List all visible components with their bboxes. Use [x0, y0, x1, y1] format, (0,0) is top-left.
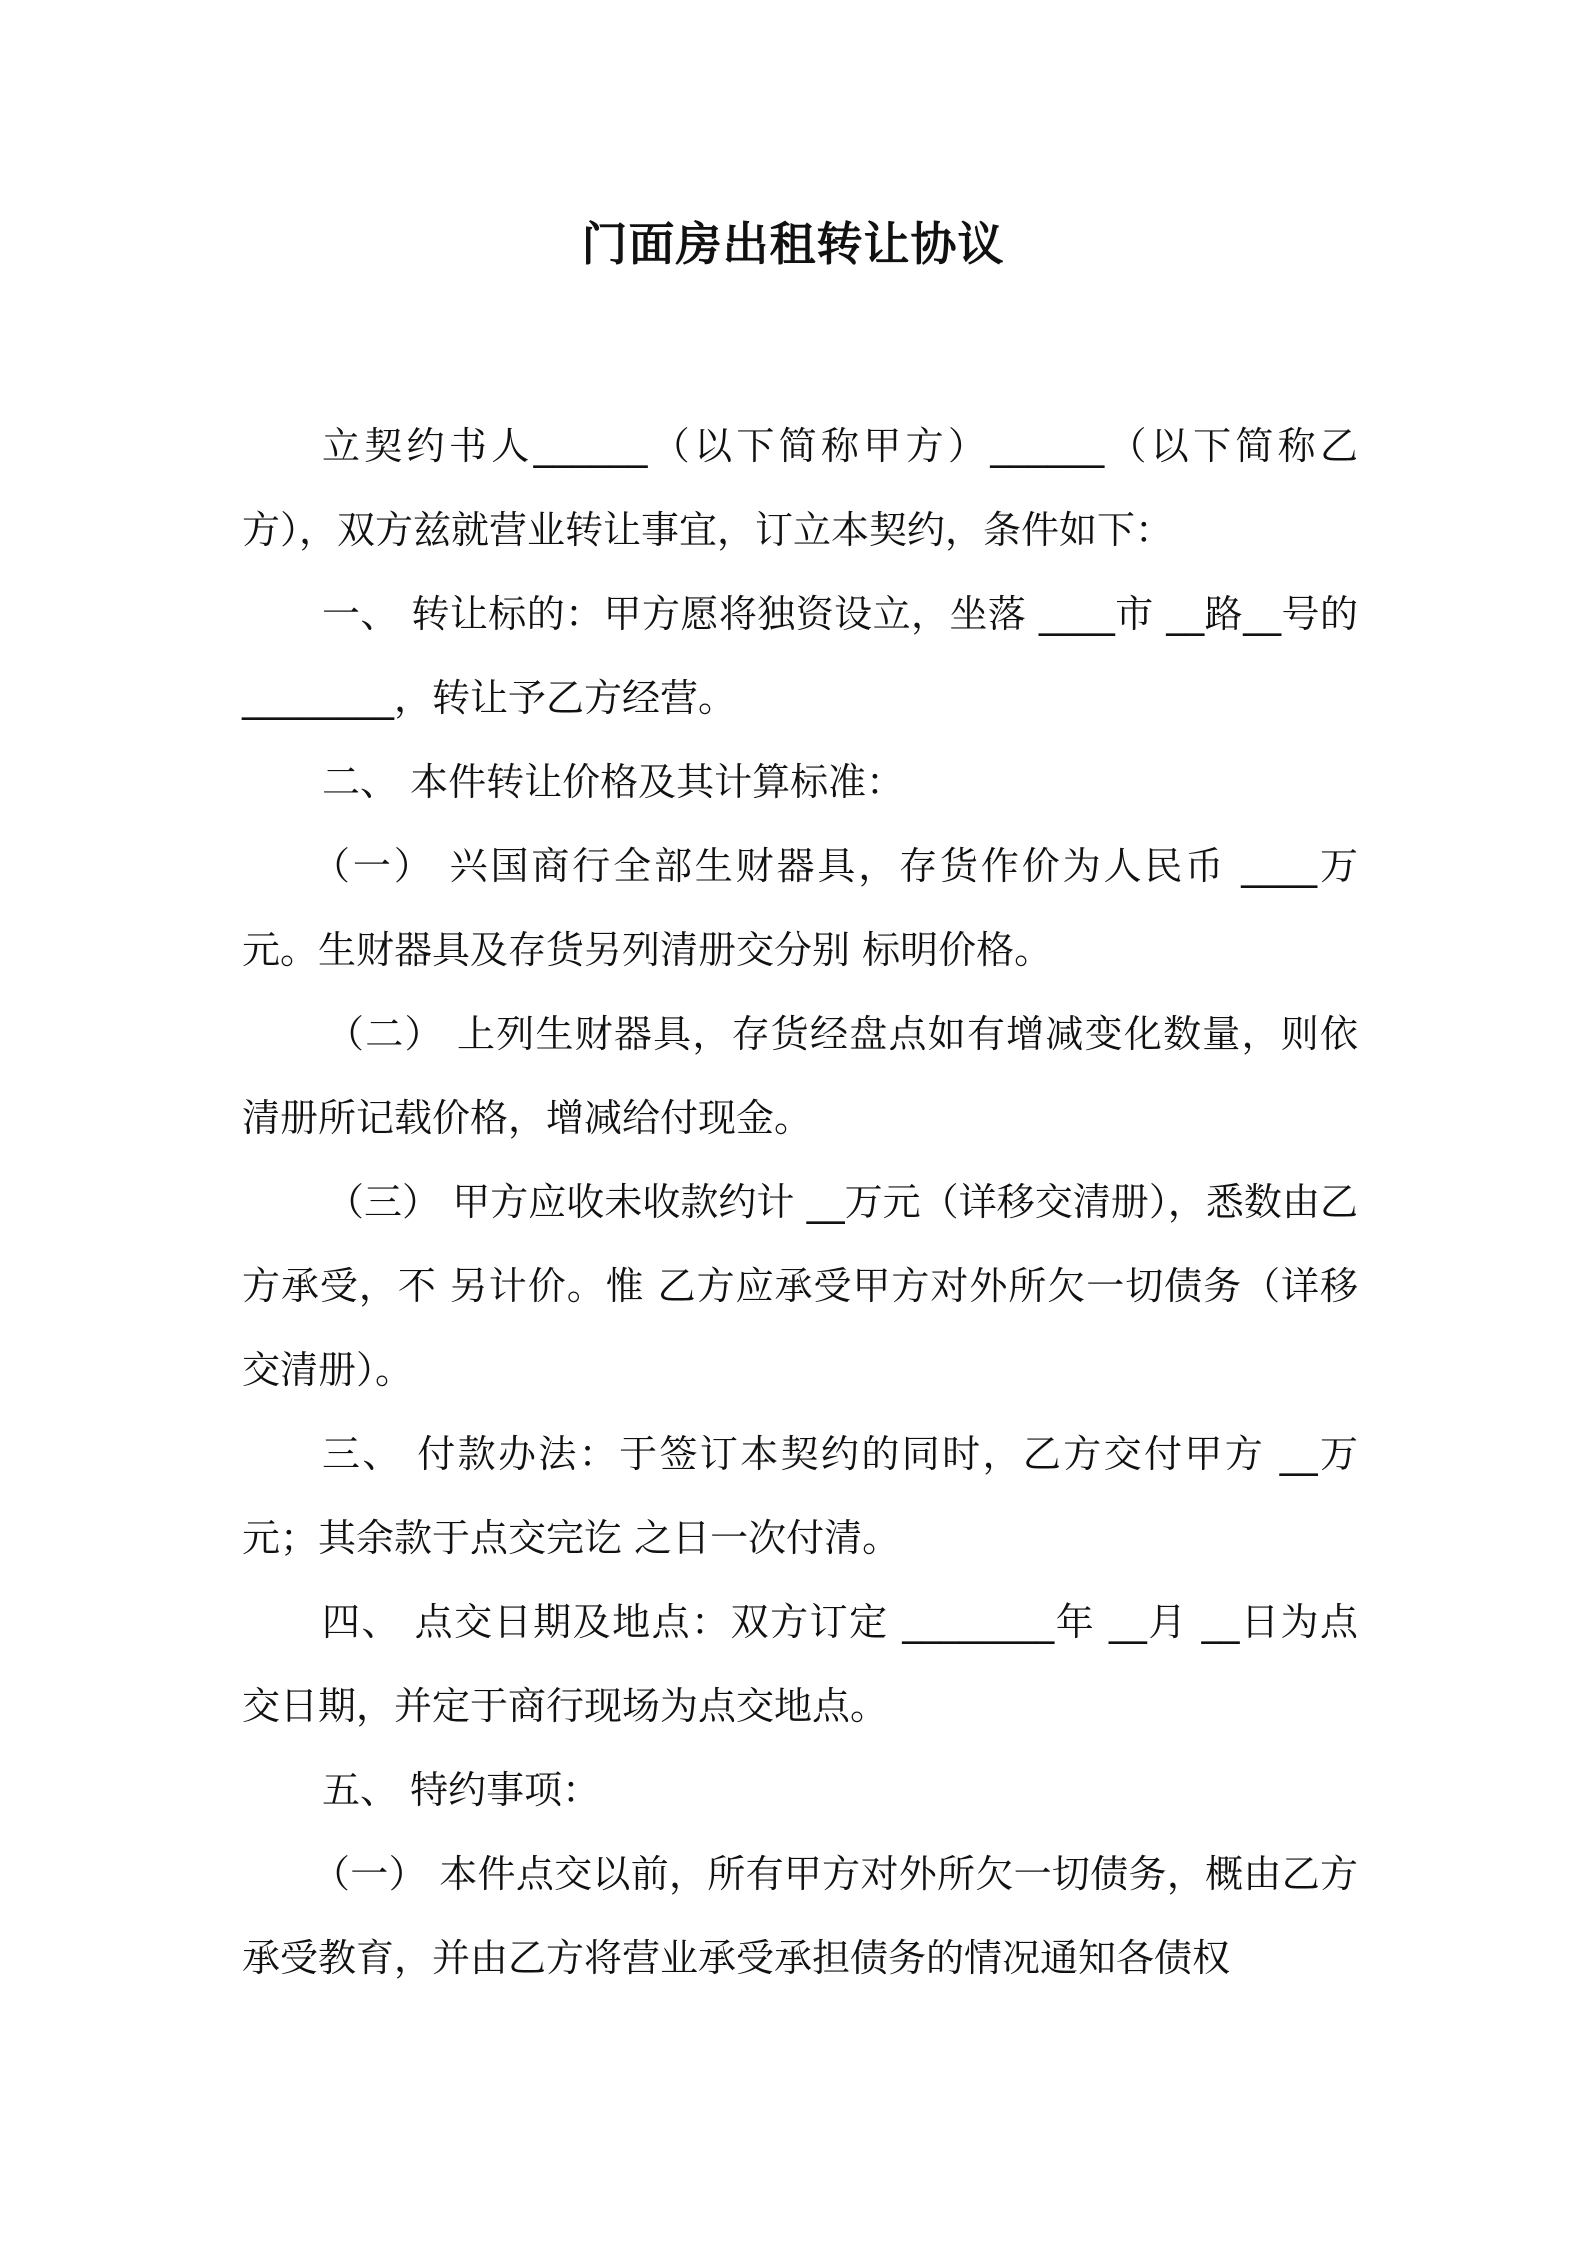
paragraph-preamble: 立契约书人______（以下简称甲方）______（以下简称乙方），双方兹就营业转让事宜，订立本契约，条件如下： [242, 424, 1358, 552]
paragraph-section-1: 一、 转让标的：甲方愿将独资设立，坐落 ____市 __路__号的________，转让予乙方经营。 [242, 592, 1358, 720]
document-body [242, 404, 1358, 2000]
paragraph-section-3: 三、 付款办法：于签订本契约的同时，乙方交付甲方 __万元；其余款于点交完讫 之日一次付清。 [242, 1432, 1358, 1560]
paragraph-section-2-item-3: （三） 甲方应收未收款约计 __万元（详移交清册），悉数由乙方承受，不 另计价。惟 乙方应承受甲方对外所欠一切债务（详移交清册）。 [242, 1180, 1358, 1392]
document-title: 门面房出租转让协议 [581, 217, 1005, 271]
paragraph-section-2-item-1: （一） 兴国商行全部生财器具，存货作价为人民币 ____万元。生财器具及存货另列清册交分别 标明价格。 [242, 844, 1358, 972]
paragraph-section-2: 二、 本件转让价格及其计算标准： [322, 760, 905, 804]
paragraph-section-4: 四、 点交日期及地点：双方订定 ________年 __月 __日为点交日期，并定于商行现场为点交地点。 [242, 1600, 1358, 1728]
paragraph-section-5: 五、 特约事项： [322, 1768, 601, 1812]
paragraph-section-5-item-1: （一） 本件点交以前，所有甲方对外所欠一切债务，概由乙方承受教育，并由乙方将营业承受承担债务的情况通知各债权 [242, 1852, 1358, 1980]
paragraph-section-2-item-2: （二） 上列生财器具，存货经盘点如有增减变化数量，则依清册所记载价格，增减给付现金。 [242, 1012, 1358, 1140]
